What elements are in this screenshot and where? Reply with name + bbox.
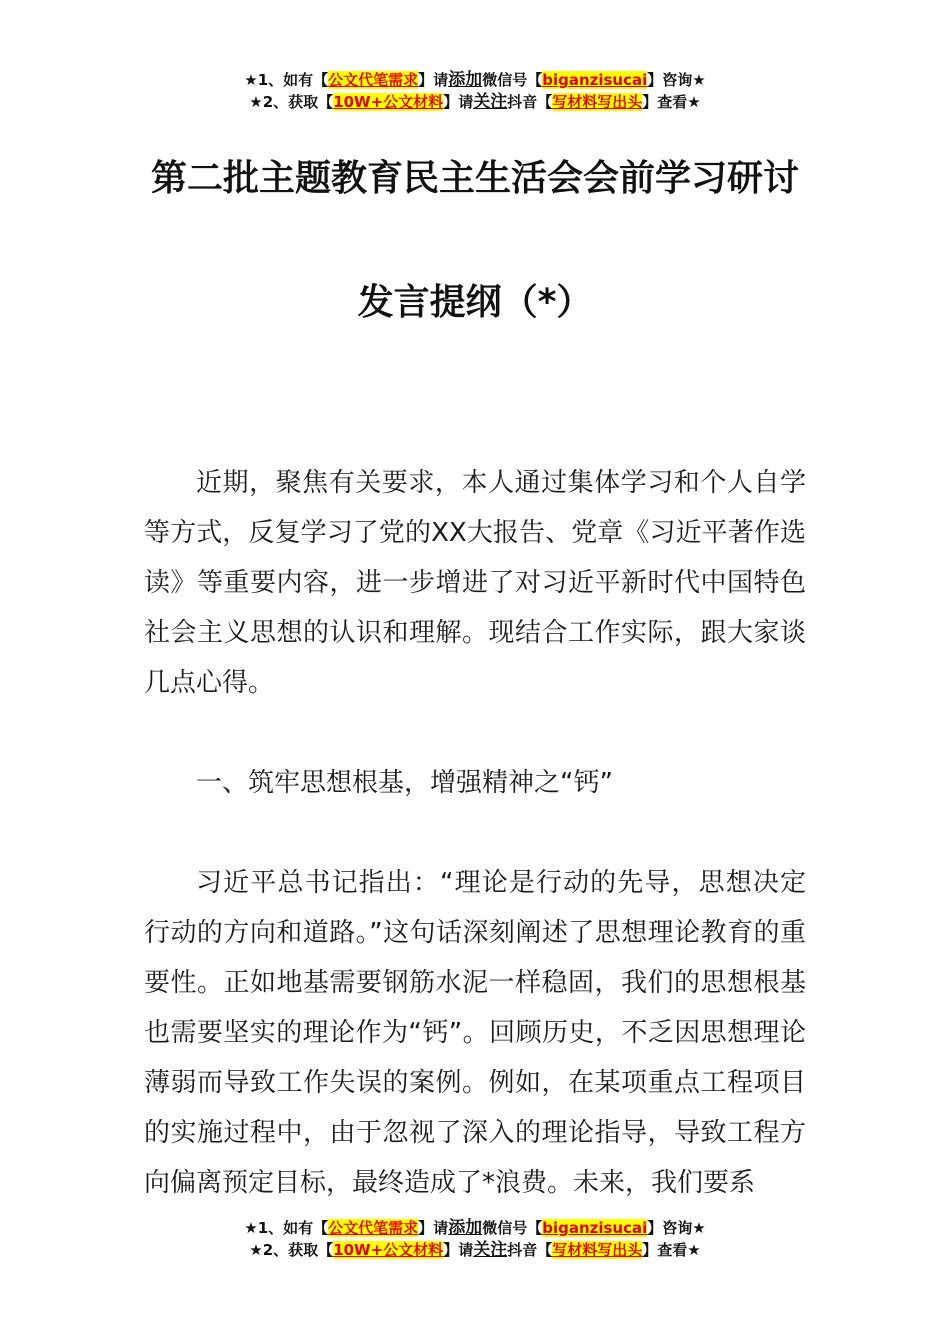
- banner-underline: 添加: [448, 1218, 483, 1238]
- banner-highlight: 10W+公文材料: [333, 1241, 444, 1259]
- banner-text: 】请: [418, 1219, 449, 1237]
- banner-highlight: 写材料写出头: [552, 1241, 643, 1259]
- banner-line-2: [0, 1239, 950, 1261]
- banner-text: 】查看★: [642, 1241, 701, 1259]
- banner-highlight: biganzisucai: [542, 1219, 648, 1237]
- banner-text: 】请: [443, 93, 474, 111]
- banner-text: 】请: [443, 1241, 474, 1259]
- banner-highlight: 10W+公文材料: [333, 93, 444, 111]
- banner-highlight: 公文代笔需求: [328, 1219, 419, 1237]
- top-banner: [0, 69, 950, 113]
- banner-text: 】咨询★: [647, 1219, 706, 1237]
- banner-text: ★1、如有【: [244, 1219, 329, 1237]
- banner-text: 】请: [418, 71, 449, 89]
- paragraph-section-1: 习近平总书记指出：“理论是行动的先导，思想决定行动的方向和道路。”这句话深刻阐述了思想理论教育的重要性。正如地基需要钢筋水泥一样稳固，我们的思想根基也需要坚实的理论作为“钙”。回顾历史，不乏因思想理论薄弱而导致工作失误的案例。例如，在某项重点工程项目的实施过程中，由于忽视了深入的理论指导，导致工程方向偏离预定目标，最终造成了*浪费。未来，我们要系: [144, 868, 806, 1198]
- banner-text: 】查看★: [642, 93, 701, 111]
- banner-line-2: [0, 91, 950, 113]
- paragraph-gap: [144, 708, 806, 758]
- section-heading-1: 一、筑牢思想根基，增强精神之“钙”: [196, 768, 613, 798]
- document-title-line-1: 第二批主题教育民主生活会会前学习研讨: [150, 158, 799, 199]
- paragraph-intro: 近期，聚焦有关要求，本人通过集体学习和个人自学等方式，反复学习了党的XX大报告、党章《习近平著作选读》等重要内容，进一步增进了对习近平新时代中国特色社会主义思想的认识和理解。现结合工作实际，跟大家谈几点心得。: [144, 468, 806, 698]
- banner-highlight: biganzisucai: [542, 71, 648, 89]
- banner-text: 微信号【: [482, 71, 543, 89]
- banner-text: ★1、如有【: [244, 71, 329, 89]
- banner-text: ★2、获取【: [249, 1241, 334, 1259]
- banner-text: 抖音【: [507, 1241, 553, 1259]
- document-body: [144, 458, 806, 1208]
- banner-text: 微信号【: [482, 1219, 543, 1237]
- banner-highlight: 公文代笔需求: [328, 71, 419, 89]
- paragraph-gap: [144, 808, 806, 858]
- banner-text: 】咨询★: [647, 71, 706, 89]
- banner-underline: 添加: [448, 70, 483, 90]
- document-title-line-2: 发言提纲（*）: [357, 282, 593, 323]
- banner-line-1: [0, 69, 950, 91]
- banner-highlight: 写材料写出头: [552, 93, 643, 111]
- banner-underline: 关注: [473, 1240, 508, 1260]
- banner-line-1: [0, 1217, 950, 1239]
- bottom-banner: [0, 1217, 950, 1261]
- banner-text: ★2、获取【: [249, 93, 334, 111]
- banner-text: 抖音【: [507, 93, 553, 111]
- banner-underline: 关注: [473, 92, 508, 112]
